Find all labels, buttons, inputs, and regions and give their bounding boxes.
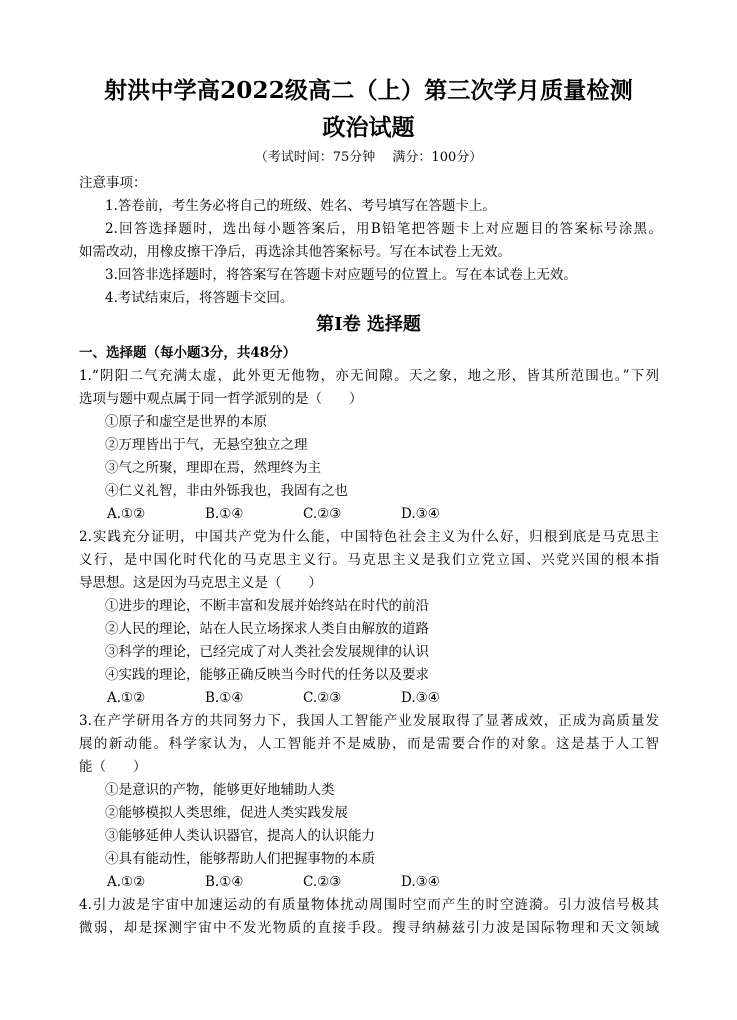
question-1-option-4: ④仁义礼智，非由外铄我也，我固有之也 <box>105 483 348 499</box>
note-item-2: 2.回答选择题时，选出每小题答案后，用B铅笔把答题卡上对应题目的答案标号涂黑。 <box>105 221 662 237</box>
note-item-2-cont: 如需改动，用橡皮擦干净后，再选涂其他答案标号。写在本试卷上无效。 <box>79 244 511 260</box>
choice-c: C.②③ <box>303 874 342 890</box>
question-2-option-1: ①进步的理论，不断丰富和发展并始终站在时代的前沿 <box>105 598 429 614</box>
question-1-choices <box>107 504 499 524</box>
question-4-text-cont: 微弱，却是探测宇宙中不发光物质的直接手段。搜寻纳赫兹引力波是国际物理和天文领域 <box>79 920 659 936</box>
notes-heading: 注意事项： <box>79 175 147 191</box>
question-1-option-3: ③气之所聚，理即在焉，然理终为主 <box>105 460 321 476</box>
choice-b: B.①④ <box>205 874 244 890</box>
question-2-text-cont: 义行，是中国化时代化的马克思主义行。马克思主义是我们立党立国、兴党兴国的根本指 <box>79 552 659 568</box>
question-3-text-cont-2: 能（ ） <box>79 759 147 775</box>
question-2-option-2: ②人民的理论，站在人民立场探求人类自由解放的道路 <box>105 621 429 637</box>
choice-a: A.①② <box>107 690 146 706</box>
question-2-text: 2.实践充分证明，中国共产党为什么能，中国特色社会主义为什么好，归根到底是马克思主 <box>79 529 659 545</box>
choice-b: B.①④ <box>205 690 244 706</box>
question-2-option-3: ③科学的理论，已经完成了对人类社会发展规律的认识 <box>105 644 429 660</box>
question-4-text: 4.引力波是宇宙中加速运动的有质量物体扰动周围时空而产生的时空涟漪。引力波信号极其 <box>79 897 659 913</box>
section-title: 第Ⅰ卷 选择题 <box>316 314 421 335</box>
choice-a: A.①② <box>107 874 146 890</box>
choice-a: A.①② <box>107 506 146 522</box>
question-3-text-cont: 展的新动能。科学家认为，人工智能并不是威胁，而是需要合作的对象。这是基于人工智 <box>79 736 659 752</box>
choice-c: C.②③ <box>303 690 342 706</box>
choice-d: D.③④ <box>401 506 440 522</box>
choice-d: D.③④ <box>401 874 440 890</box>
note-item-1: 1.答卷前，考生务必将自己的班级、姓名、考号填写在答题卡上。 <box>105 198 496 214</box>
question-1-text: 1.“阴阳二气充满太虚，此外更无他物，亦无间隙。天之象，地之形，皆其所范围也。”下列 <box>79 368 659 384</box>
part-heading: 一、选择题（每小题3分，共48分） <box>79 345 297 361</box>
question-3-text: 3.在产学研用各方的共同努力下，我国人工智能产业发展取得了显著成效，正成为高质量发 <box>79 713 659 729</box>
choice-c: C.②③ <box>303 506 342 522</box>
question-1-option-2: ②万理皆出于气，无悬空独立之理 <box>105 437 308 453</box>
exam-title: 射洪中学高2022级高二（上）第三次学月质量检测 <box>104 77 633 104</box>
question-3-option-1: ①是意识的产物，能够更好地辅助人类 <box>105 782 335 798</box>
question-3-choices <box>107 872 499 892</box>
question-1-option-1: ①原子和虚空是世界的本原 <box>105 414 267 430</box>
exam-time-score: （考试时间：75分钟 满分：100分） <box>254 150 483 165</box>
note-item-4: 4.考试结束后，将答题卡交回。 <box>105 290 294 306</box>
question-3-option-4: ④具有能动性，能够帮助人们把握事物的本质 <box>105 851 375 867</box>
exam-subject: 政治试题 <box>322 114 415 141</box>
question-3-option-3: ③能够延伸人类认识器官，提高人的认识能力 <box>105 828 375 844</box>
question-1-text-cont: 选项与题中观点属于同一哲学派别的是（ ） <box>79 391 363 407</box>
choice-d: D.③④ <box>401 690 440 706</box>
question-2-option-4: ④实践的理论，能够正确反映当今时代的任务以及要求 <box>105 667 429 683</box>
question-3-option-2: ②能够模拟人类思维，促进人类实践发展 <box>105 805 348 821</box>
question-2-text-cont-2: 导思想。这是因为马克思主义是（ ） <box>79 575 322 591</box>
question-2-choices <box>107 688 499 708</box>
choice-b: B.①④ <box>205 506 244 522</box>
note-item-3: 3.回答非选择题时，将答案写在答题卡对应题号的位置上。写在本试卷上无效。 <box>105 267 577 283</box>
